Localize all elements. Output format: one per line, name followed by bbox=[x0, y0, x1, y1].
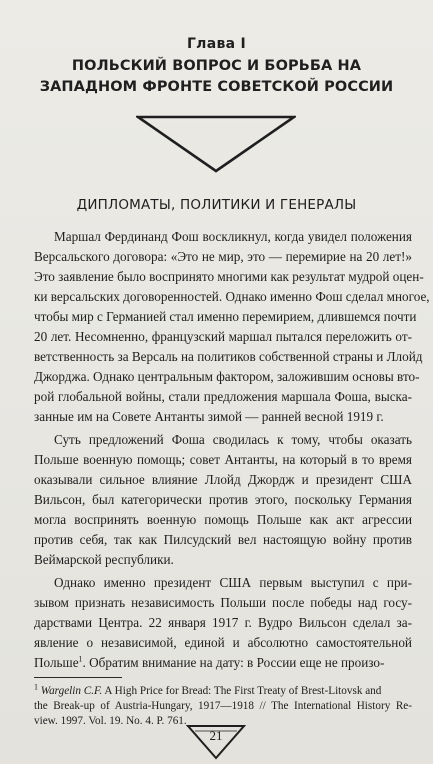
body-line: явление о независимой, единой и абсолютно самостоятельной bbox=[34, 635, 412, 650]
body-line: Джорджа. Однако центральным фактором, заложившим основы вто- bbox=[34, 369, 420, 384]
body-line: занные им на Совете Антанты зимой — ранней весной 1919 г. bbox=[34, 409, 384, 424]
body-line: зывом признать независимость Польши после победы над госу- bbox=[34, 595, 412, 610]
body-line: ветственность за Версаль на политиков собственной страны и Ллойд bbox=[34, 349, 423, 364]
body-line: ки версальских договоренностей. Однако именно Фош сделал многое, bbox=[34, 289, 430, 304]
chapter-label: Глава I bbox=[186, 36, 247, 52]
section-heading: ДИПЛОМАТЫ, ПОЛИТИКИ И ГЕНЕРАЛЫ bbox=[76, 197, 357, 213]
footnote-line: the Break-up of Austria-Hungary, 1917—1918 // The International History Re- bbox=[34, 700, 412, 712]
footnote-divider bbox=[34, 677, 122, 678]
footnote-line: view. 1997. Vol. 19. No. 4. P. 761. bbox=[34, 715, 187, 727]
footnote-author: Wargelin C.F. bbox=[40, 685, 103, 697]
body-line: чтобы мир с Германией стал именно перемирием, длившемся почти bbox=[34, 309, 417, 324]
footnote-line bbox=[34, 682, 382, 697]
footnote-marker: 1 bbox=[34, 682, 38, 692]
body-line: Веймарской республики. bbox=[34, 552, 174, 567]
body-line: оказывали сильное влияние Ллойд Джордж и президент США bbox=[34, 472, 412, 487]
body-line: дарствами Центра. 22 января 1917 г. Вудро Вильсон сделал за- bbox=[34, 615, 412, 630]
body-line: Версальского договора: «Это не мир, это — перемирие на 20 лет!» bbox=[34, 249, 412, 264]
body-line: Суть предложений Фоша сводилась к тому, чтобы оказать bbox=[54, 432, 412, 447]
footnote-text: A High Price for Bread: The First Treaty of Brest-Litovsk and bbox=[102, 685, 382, 697]
body-line: Однако именно президент США первым выступил с при- bbox=[54, 575, 412, 590]
body-line: Вильсон, был категорически против этого, поскольку Германия bbox=[34, 492, 412, 507]
body-line: 20 лет. Несомненно, французский маршал пытался переложить от- bbox=[34, 329, 412, 344]
chapter-title bbox=[20, 56, 413, 98]
page-number: 21 bbox=[209, 728, 223, 743]
body-line-last bbox=[34, 655, 384, 671]
body-line: против себя, так как Пилсудский вел настоящую войну против bbox=[34, 532, 412, 547]
body-line: рой глобальной войны, стали предложения маршала Фоша, выска- bbox=[34, 389, 412, 404]
chapter-title-line: ЗАПАДНОМ ФРОНТЕ СОВЕТСКОЙ РОССИИ bbox=[39, 79, 394, 95]
body-text-fragment: . Обратим внимание на дату: в России еще не произо- bbox=[82, 655, 385, 670]
inverted-triangle-ornament-icon bbox=[136, 113, 296, 173]
body-line: Это заявление было воспринято многими как результат мудрой оцен- bbox=[34, 269, 424, 284]
body-text-fragment: Польше bbox=[34, 655, 79, 670]
body-line: могла воспринять военную помощь Польше как акт агрессии bbox=[34, 512, 412, 527]
body-line: Маршал Фердинанд Фош воскликнул, когда увидел положения bbox=[54, 229, 412, 244]
chapter-title-line: ПОЛЬСКИЙ ВОПРОС И БОРЬБА НА bbox=[71, 58, 362, 74]
footnote-reference[interactable]: 1 bbox=[78, 654, 83, 664]
body-line: Польше военную помощь; совет Антанты, на который в то время bbox=[34, 452, 412, 467]
